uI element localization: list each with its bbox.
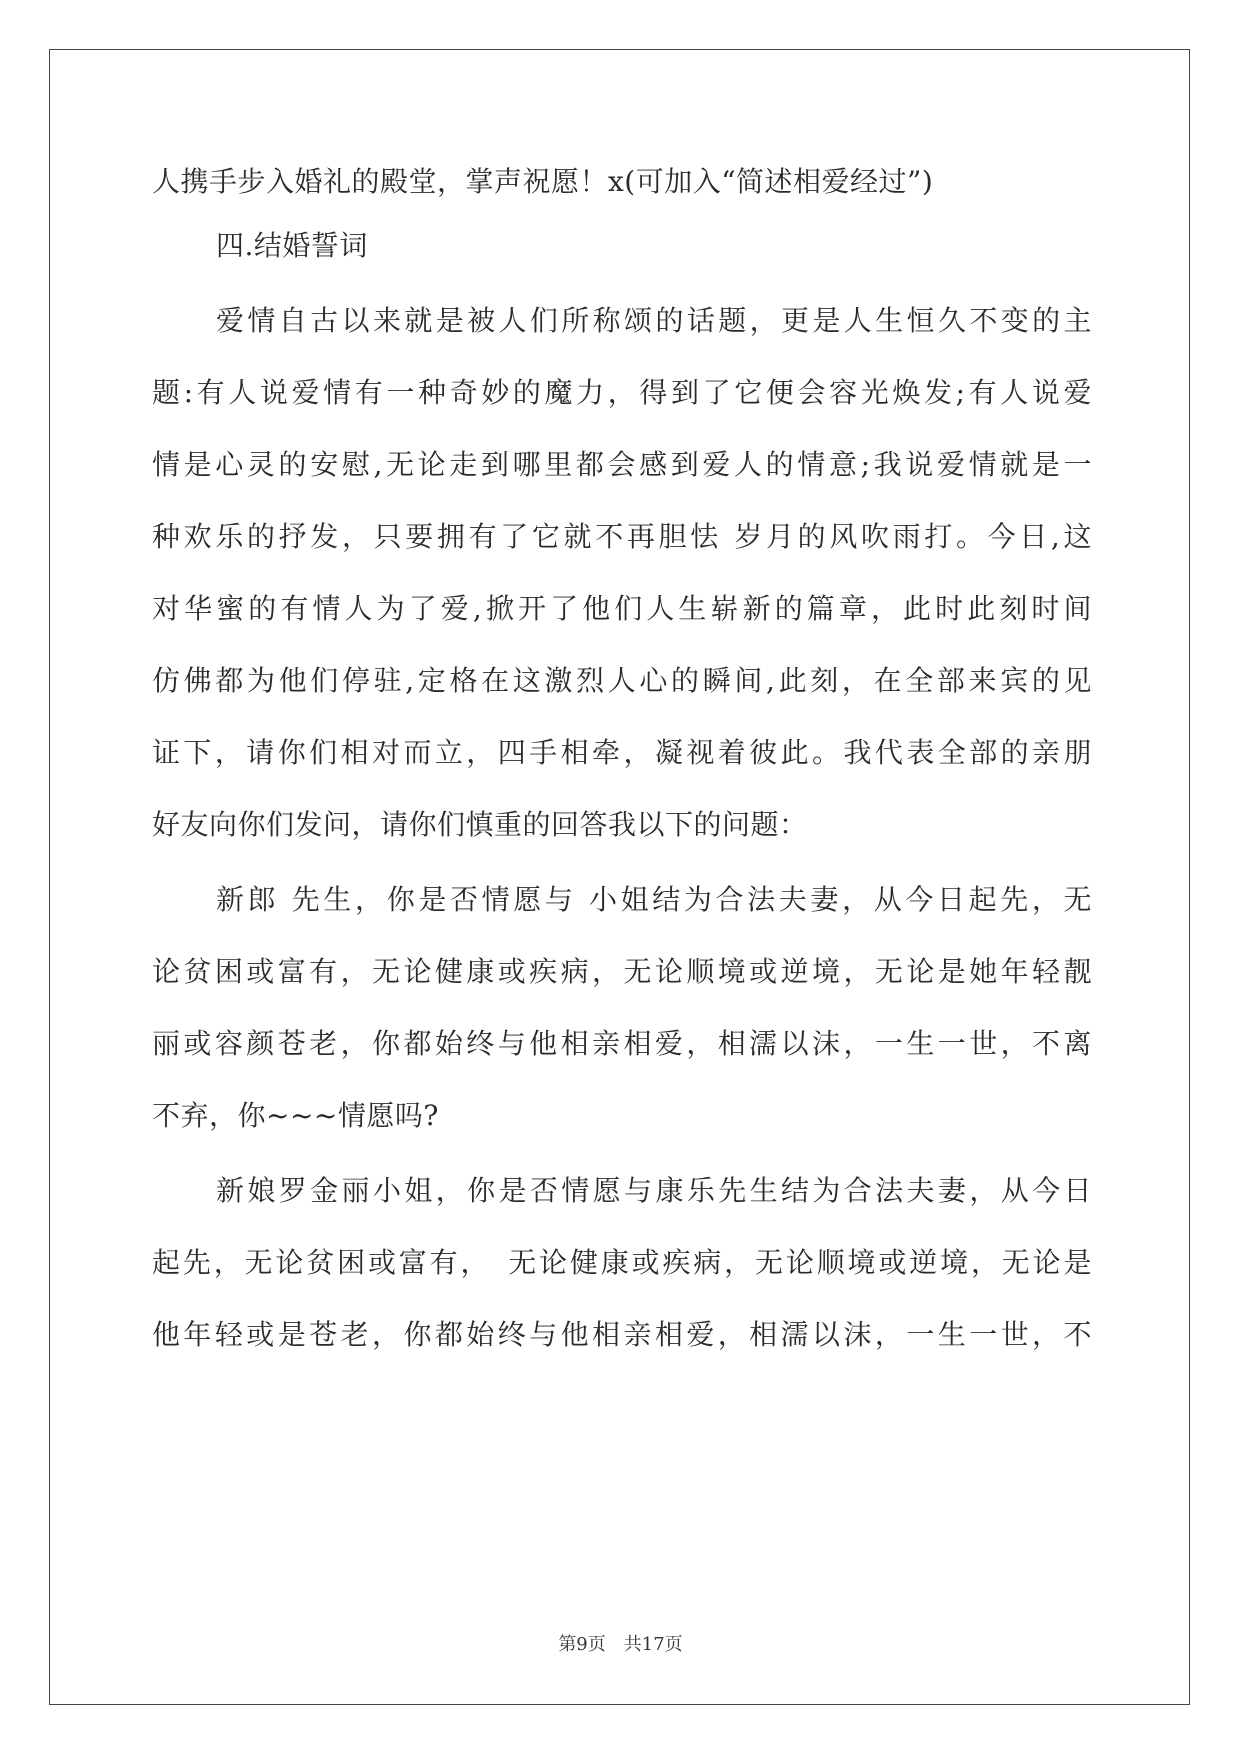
paragraph-love-line-3: 情是心灵的安慰,无论走到哪里都会感到爱人的情意;我说爱情就是一 (152, 448, 1092, 481)
paragraph-love-line-8: 好友向你们发问，请你们慎重的回答我以下的问题： (152, 808, 808, 841)
paragraph-love-line-6: 仿佛都为他们停驻,定格在这激烈人心的瞬间,此刻，在全部来宾的见 (152, 664, 1092, 697)
paragraph-love-line-2: 题:有人说爱情有一种奇妙的魔力，得到了它便会容光焕发;有人说爱 (152, 376, 1092, 409)
paragraph-bride-line-2: 起先，无论贫困或富有， 无论健康或疾病，无论顺境或逆境，无论是 (152, 1246, 1092, 1279)
paragraph-love-line-7: 证下，请你们相对而立，四手相牵，凝视着彼此。我代表全部的亲朋 (152, 736, 1092, 769)
paragraph-groom-line-1: 新郎 先生，你是否情愿与 小姐结为合法夫妻，从今日起先，无 (216, 883, 1092, 916)
paragraph-love-line-1: 爱情自古以来就是被人们所称颂的话题，更是人生恒久不变的主 (216, 304, 1092, 337)
page-number-footer: 第9页 共17页 (558, 1634, 683, 1655)
paragraph-love-line-5: 对华蜜的有情人为了爱,掀开了他们人生崭新的篇章，此时此刻时间 (152, 592, 1092, 625)
page-border (49, 49, 1190, 1705)
text-line-ceremony-end: 人携手步入婚礼的殿堂，掌声祝愿！x(可加入“简述相爱经过”) (152, 165, 934, 198)
paragraph-love-line-4: 种欢乐的抒发，只要拥有了它就不再胆怯 岁月的风吹雨打。今日,这 (152, 520, 1092, 553)
section-heading-vows: 四.结婚誓词 (216, 229, 368, 262)
paragraph-groom-line-4: 不弃，你~~~情愿吗? (152, 1099, 439, 1132)
paragraph-bride-line-1: 新娘罗金丽小姐，你是否情愿与康乐先生结为合法夫妻，从今日 (216, 1174, 1092, 1207)
paragraph-bride-line-3: 他年轻或是苍老，你都始终与他相亲相爱，相濡以沫，一生一世，不 (152, 1318, 1092, 1351)
paragraph-groom-line-2: 论贫困或富有，无论健康或疾病，无论顺境或逆境，无论是她年轻靓 (152, 955, 1092, 988)
paragraph-groom-line-3: 丽或容颜苍老，你都始终与他相亲相爱，相濡以沫，一生一世，不离 (152, 1027, 1092, 1060)
